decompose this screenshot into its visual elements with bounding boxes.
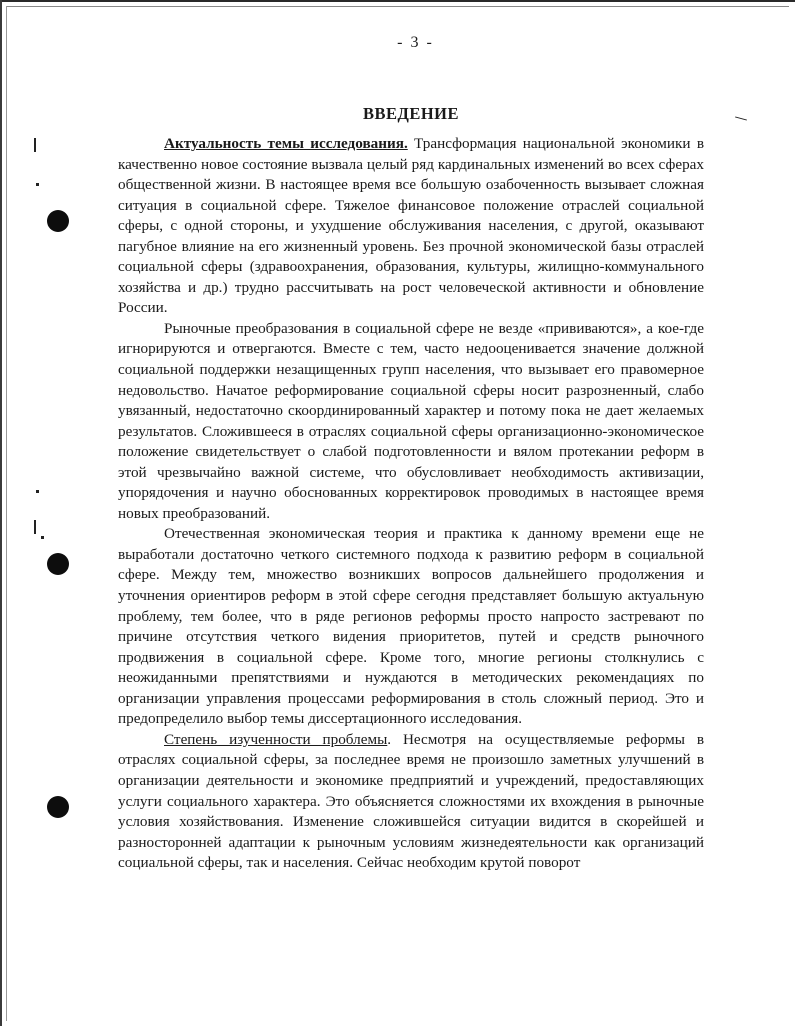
paragraph-lead: Степень изученности проблемы [164, 730, 388, 748]
scan-speck [735, 116, 747, 120]
scan-speck [36, 490, 39, 493]
paragraph-lead: Актуальность темы исследования. [164, 135, 408, 152]
paragraph-relevance [118, 134, 704, 319]
scan-speck [36, 183, 39, 186]
paragraph-text: . Несмотря на осуществляемые реформы в отраслях социальной сферы, за последнее время не произошло заметных улучшений в организации деятельности и экономике предприятий и учреждений, предоставляющих услуги социального характера. Это объясняется сложностями их вхождения в рыночные условия хозяйствования. Изменение сложившейся ситуации видится в скорейшей и разносторонней адаптации к рыночным условиям жизнедеятельности как организаций социальной сферы, так и населения. Сейчас необходим крутой поворот [118, 730, 704, 872]
scan-frame-left [6, 6, 7, 1021]
paragraph-text: Трансформация национальной экономики в качественно новое состояние вызвала целый ряд кардинальных изменений во всех сферах общественной жизни. В настоящее время все большую озабоченность вызывает сложная ситуация в социальной сфере. Тяжелое финансовое положение отраслей социальной сферы, с одной стороны, и ухудшение обслуживания населения, с другой, оказывают пагубное влияние на его жизненный уровень. Без прочной экономической базы отраслей социальной сферы (здравоохранения, образования, культуры, жилищно-коммунального хозяйства и др.) трудно рассчитывать на рост человеческой активности и обновление России. [118, 135, 704, 317]
scan-speck [41, 536, 44, 539]
scan-border-top [0, 0, 795, 2]
scan-border-left [0, 0, 2, 1026]
page-number: - 3 - [397, 34, 434, 51]
punch-hole [47, 553, 69, 575]
page-title: ВВЕДЕНИЕ [362, 104, 460, 123]
scan-speck [34, 138, 36, 152]
body-text [118, 134, 704, 874]
punch-hole [47, 210, 69, 232]
scan-speck [34, 520, 36, 534]
paragraph-text: Рыночные преобразования в социальной сфере не везде «прививаются», а кое-где игнорируются и отвергаются. Вместе с тем, часто недооценивается значение должной социальной поддержки незащищенных групп населения, что вызывает его правомерное недовольство. Начатое реформирование социальной сферы носит разрозненный, слабо увязанный, недостаточно скоординированный характер и потому пока не дает желаемых результатов. Сложившееся в отраслях социальной сферы организационно-экономическое положение свидетельствует о слабой подготовленности и вялом протекании реформ в этой чрезвычайно важной системе, что обусловливает необходимость активизации, упорядочения и научно обоснованных корректировок проводимых в настоящее время новых преобразований. [118, 319, 704, 522]
paragraph-market-reforms [118, 319, 704, 524]
punch-hole [47, 796, 69, 818]
paragraph-research-degree [118, 730, 704, 874]
paragraph-economic-theory [118, 524, 704, 729]
paragraph-text: Отечественная экономическая теория и практика к данному времени еще не выработали достаточно четкого системного подхода к развитию реформ в социальной сфере. Между тем, множество возникших вопросов дальнейшего продолжения и уточнения ориентиров реформ в этой сфере сегодня представляет большую актуальную проблему, тем более, что в ряде регионов реформы просто напросто застревают по причине отсутствия четкого видения приоритетов, путей и средств рыночного продвижения в социальной сфере. Кроме того, многие регионы столкнулись с неожиданными препятствиями и нуждаются в методических рекомендациях по организации управления процессами реформирования в столь сложный период. Это и предопределило выбор темы диссертационного исследования. [118, 525, 704, 728]
scan-frame-top [6, 6, 789, 7]
